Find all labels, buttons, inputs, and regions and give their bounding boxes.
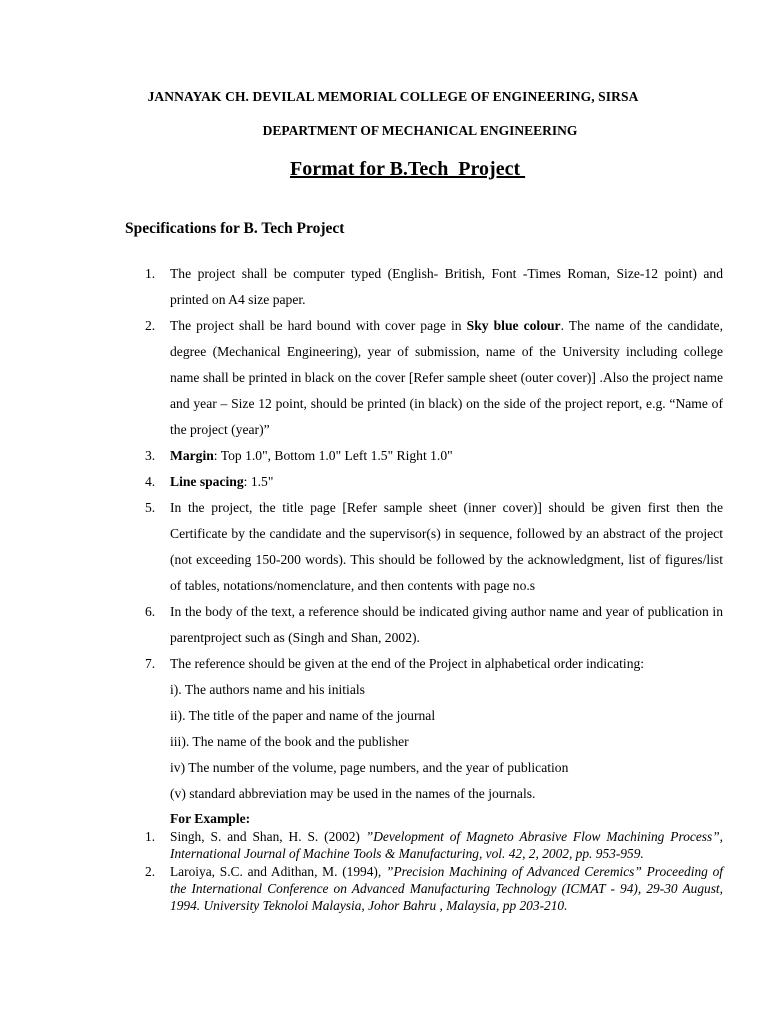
section-heading: Specifications for B. Tech Project	[125, 220, 345, 237]
list-item	[145, 261, 723, 313]
department-name: DEPARTMENT OF MECHANICAL ENGINEERING	[262, 123, 578, 138]
college-name: JANNAYAK CH. DEVILAL MEMORIAL COLLEGE OF ENGINEERING, SIRSA	[147, 89, 639, 104]
item-text: : 1.5"	[243, 474, 274, 489]
item-number: 1.	[145, 266, 156, 281]
item-number: 3.	[145, 448, 156, 463]
item-number: 7.	[145, 656, 156, 671]
list-item	[145, 495, 723, 599]
specification-list	[145, 261, 723, 807]
item-text: In the body of the text, a reference should be indicated giving author name and year of publication in parentproject such as (Singh and Shan, 2002).	[170, 604, 723, 645]
item-text: : Top 1.0", Bottom 1.0" Left 1.5" Right 1.0"	[213, 448, 453, 463]
item-number: 6.	[145, 604, 156, 619]
sub-item: i). The authors name and his initials	[170, 682, 365, 697]
reference-source: , International Journal of Machine Tools & Manufacturing, vol. 42, 2, 2002, pp. 953-959.	[170, 829, 724, 861]
reference-item	[145, 863, 723, 914]
list-item	[145, 469, 723, 495]
example-heading: For Example:	[170, 811, 251, 826]
item-number: 5.	[145, 500, 156, 515]
list-item	[145, 651, 723, 807]
item-text: The project shall be computer typed (English- British, Font -Times Roman, Size-12 point) and printed on A4 size paper.	[170, 266, 723, 307]
reference-authors: Singh, S. and Shan, H. S. (2002)	[170, 829, 366, 844]
sub-item: (v) standard abbreviation may be used in the names of the journals.	[170, 786, 536, 801]
list-item	[145, 443, 723, 469]
reference-item	[145, 828, 723, 862]
reference-list	[145, 828, 723, 915]
document-title: Format for B.Tech Project	[290, 158, 526, 180]
item-text: The reference should be given at the end of the Project in alphabetical order indicating:	[170, 656, 645, 671]
reference-title: ”Precision Machining of Advanced Ceremics”	[386, 864, 642, 879]
item-bold-text: Sky blue colour	[466, 318, 561, 333]
reference-title: ”Development of Magneto Abrasive Flow Machining Process”	[365, 829, 720, 844]
item-text: In the project, the title page [Refer sample sheet (inner cover)] should be given first then the Certificate by the candidate and the supervisor(s) in sequence, followed by an abstract of the project (not exceeding 150-200 words). This should be followed by the acknowledgment, list of figures/list of tables, notations/nomenclature, and then contents with page no.s	[170, 500, 723, 593]
sub-item: iv) The number of the volume, page numbers, and the year of publication	[170, 760, 569, 775]
reference-source: Proceeding of the International Conference on Advanced Manufacturing Technology (ICMAT - 94), 29-30 August, 1994. University Teknoloi Malaysia, Johor Bahru , Malaysia, pp 203-210.	[170, 864, 724, 913]
sub-item: iii). The name of the book and the publisher	[170, 734, 409, 749]
reference-number: 1.	[145, 829, 156, 844]
item-text: . The name of the candidate, degree (Mechanical Engineering), year of submission, name of the University including college name shall be printed in black on the cover [Refer sample sheet (outer cover)] .Also the project name and year – Size 12 point, should be printed (in black) on the side of the project report, e.g. “Name of the project (year)”	[170, 318, 723, 437]
list-item	[145, 599, 723, 651]
item-number: 2.	[145, 318, 156, 333]
sub-item: ii). The title of the paper and name of the journal	[170, 708, 436, 723]
item-number: 4.	[145, 474, 156, 489]
reference-number: 2.	[145, 864, 156, 879]
item-bold-text: Margin	[170, 448, 214, 463]
item-bold-text: Line spacing	[170, 474, 244, 489]
reference-authors: Laroiya, S.C. and Adithan, M. (1994),	[170, 864, 387, 879]
item-text: The project shall be hard bound with cover page in	[170, 318, 467, 333]
list-item	[145, 313, 723, 443]
